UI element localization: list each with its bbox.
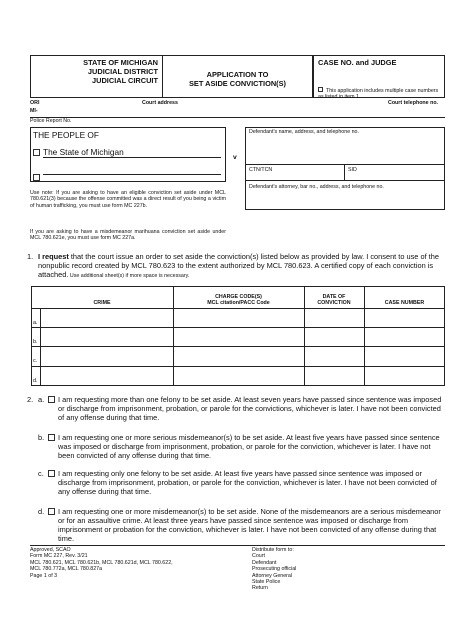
- defendant-box: [245, 127, 445, 210]
- versus-label: v: [233, 154, 237, 161]
- distribution-list: [252, 547, 296, 592]
- option-d-letter: d.: [38, 507, 45, 516]
- header-charge-code-1: CHARGE CODE(S): [215, 294, 262, 300]
- court-name-line-2: JUDICIAL DISTRICT: [87, 67, 158, 76]
- use-note-marihuana: If you are asking to have a misdemeanor marihuana conviction set aside under MCL 780.621e, you must use form MC 227a.: [30, 229, 226, 242]
- option-b-checkbox[interactable]: [48, 434, 55, 441]
- footer-left: [30, 547, 173, 579]
- defendant-label: Defendant's name, address, and telephone no.: [249, 129, 359, 135]
- item-1-bold-lead: I request: [38, 252, 69, 261]
- court-name-line-3: JUDICIAL CIRCUIT: [92, 76, 158, 85]
- option-b-text: I am requesting one or more serious misdemeanor(s) to be set aside. At least five years have passed since sentence was imposed or discharge from imprisonment, probation, or parole for the conviction, whichever is later. I have not been convicted of any offense during that time.: [58, 433, 440, 460]
- footer-approved: Approved, SCAO: [30, 547, 71, 553]
- state-underline: [43, 157, 221, 158]
- state-checkbox[interactable]: [33, 149, 40, 156]
- other-people-checkbox[interactable]: [33, 174, 40, 181]
- table-header-rule: [31, 308, 445, 309]
- table-row-rule-3: [31, 366, 445, 367]
- ctn-label: CTN/TCN: [249, 167, 273, 173]
- ori-label: ORI: [30, 100, 40, 106]
- option-d-text: I am requesting one or more misdemeanor(s) to be set aside. None of the misdemeanors are a serious misdemeanor or for an assaultive crime. At least three years have passed since sentence was imposed or discharge from imprisonment or probation for the conviction, whichever is later. I have not been convicted of any offense during that time.: [58, 507, 441, 543]
- option-b-letter: b.: [38, 433, 45, 442]
- court-name-line-1: STATE OF MICHIGAN: [83, 58, 158, 67]
- option-c-text: I am requesting only one felony to be set aside. At least five years have passed since sentence was imposed or discharge from imprisonment, probation, or parole for the conviction, whichever is later. I have not been convicted of any offense during that time.: [58, 469, 437, 496]
- multiple-cases-option[interactable]: [318, 87, 444, 101]
- option-a-text: I am requesting more than one felony to be set aside. At least seven years have passed since sentence was imposed or discharge from imprisonment, probation, or parole for the convictions, whichever is later. I have not been convicted of any offense during that time.: [58, 395, 442, 422]
- footer-mcl-line-2: MCL 780.772a, MCL 780.827a: [30, 566, 103, 573]
- item-1-body: that the court issue an order to set aside the conviction(s) listed below as provided by law. I consent to use of the nonpublic record created by MCL 780.623 to the extent authorized by MCL 780.623. A certified copy of each conviction is attached.: [38, 252, 439, 279]
- option-c-letter: c.: [38, 469, 44, 478]
- header-crime: CRIME: [93, 300, 111, 306]
- sid-label: SID: [348, 167, 357, 173]
- distribute-defendant: Defendant: [252, 559, 277, 566]
- table-row-label-col: [40, 308, 41, 386]
- footer-mcl-line-1: MCL 780.621, MCL 780.621b, MCL 780.621d, MCL 780.622,: [30, 559, 173, 566]
- distribute-heading: Distribute form to:: [252, 547, 294, 553]
- mi-label: MI-: [30, 108, 38, 114]
- header-date-1: DATE OF: [322, 294, 346, 300]
- item-2-number: 2.: [27, 395, 34, 404]
- address-rule: [30, 117, 445, 118]
- use-note-trafficking: Use note: If you are asking to have an eligible conviction set aside under MCL 780.621(3) because the offense committed was a direct result of you being a victim of human trafficking, you must use form MC 227b.: [30, 190, 226, 209]
- distribute-court: Court: [252, 553, 265, 560]
- header-charge-code-2: MCL citation/PACC Code: [207, 300, 270, 306]
- form-title-line-1: APPLICATION TO: [206, 70, 269, 79]
- state-option-label: The State of Michigan: [43, 147, 124, 157]
- table-row-label-a: a.: [33, 320, 38, 326]
- option-c-checkbox[interactable]: [48, 470, 55, 477]
- other-people-option[interactable]: [33, 167, 43, 185]
- ctn-rule: [245, 180, 445, 181]
- table-row-label-b: b.: [33, 339, 38, 345]
- people-of-label: THE PEOPLE OF: [33, 130, 99, 140]
- footer-rule: [30, 545, 445, 546]
- header-date-2: CONVICTION: [317, 300, 351, 306]
- form-title-line-2: SET ASIDE CONVICTION(S): [188, 79, 287, 88]
- table-row-rule-2: [31, 346, 445, 347]
- option-a-letter: a.: [38, 395, 45, 404]
- state-of-michigan-option[interactable]: [33, 147, 124, 157]
- distribute-state-police: State Police: [252, 579, 281, 586]
- distribute-return: Return: [252, 585, 268, 592]
- table-row-label-d: d.: [33, 378, 38, 384]
- table-row-rule-1: [31, 327, 445, 328]
- header-case-number: CASE NUMBER: [384, 300, 425, 306]
- option-d-checkbox[interactable]: [48, 508, 55, 515]
- footer-page-number: Page 1 of 3: [30, 572, 58, 579]
- option-a-checkbox[interactable]: [48, 396, 55, 403]
- item-1-number: 1.: [27, 252, 34, 261]
- multiple-cases-checkbox[interactable]: [318, 87, 323, 92]
- item-1-text: [38, 252, 448, 279]
- other-people-underline[interactable]: [43, 174, 221, 175]
- distribute-attorney-general: Attorney General: [252, 572, 293, 579]
- defendant-rule: [245, 164, 445, 165]
- police-report-label: Police Report No.: [30, 118, 72, 124]
- ctn-sid-divider: [344, 164, 345, 180]
- footer-form-number: Form MC 227, Rev. 3/21: [30, 553, 88, 560]
- multiple-cases-note: This application includes multiple case numbers as listed in item 1.: [318, 88, 439, 101]
- case-number-label: CASE NO. and JUDGE: [318, 58, 397, 67]
- court-telephone-label: Court telephone no.: [388, 100, 439, 106]
- distribute-prosecuting: Prosecuting official: [252, 566, 297, 573]
- court-address-label: Court address: [142, 100, 178, 106]
- table-row-label-c: c.: [33, 358, 38, 364]
- item-1-small-note: Use additional sheet(s) if more space is necessary.: [68, 273, 190, 279]
- attorney-label: Defendant's attorney, bar no., address, and telephone no.: [249, 184, 384, 190]
